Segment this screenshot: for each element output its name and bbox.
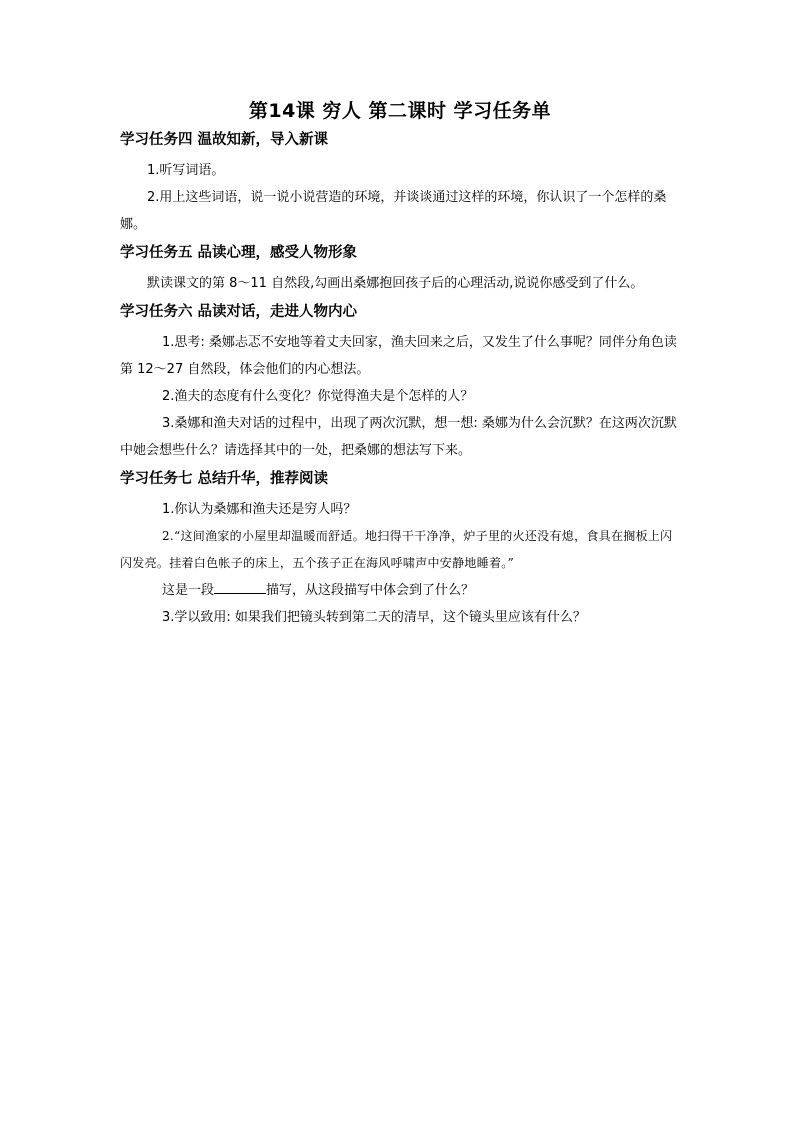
task7-question-3: 3.学以致用: 如果我们把镜头转到第二天的清早，这个镜头里应该有什么？ [162,610,586,625]
task7-question-1: 1.你认为桑娜和渔夫还是穷人吗？ [162,502,357,517]
fill-in-blank[interactable] [214,579,266,594]
task5-heading: 学习任务五 品读心理，感受人物形象 [120,245,358,261]
fill-blank-suffix: 描写，从这段描写中体会到了什么？ [266,583,475,598]
task6-question-2: 2.渔夫的态度有什么变化？你觉得渔夫是个怎样的人？ [162,389,474,404]
task6-question-3: 3.桑娜和渔夫对话的过程中，出现了两次沉默，想一想: 桑娜为什么会沉默？在这两次沉默中她会想些什么？请选择其中的一处，把桑娜的想法写下来。 [120,416,677,458]
task7-quote-passage: 2.“这间渔家的小屋里却温暖而舒适。地扫得干干净净，炉子里的火还没有熄，食具在搁板上闪闪发亮。挂着白色帐子的床上，五个孩子正在海风呼啸声中安静地睡着。” [120,529,673,570]
task6-question-1: 1.思考: 桑娜忐忑不安地等着丈夫回家，渔夫回来之后，又发生了什么事呢？同伴分角色读第 12～27 自然段，体会他们的内心想法。 [120,335,677,377]
task4-question-1: 1.听写词语。 [147,163,225,178]
task4-question-2: 2.用上这些词语，说一说小说营造的环境，并谈谈通过这样的环境，你认识了一个怎样的桑娜。 [120,190,667,232]
page-title: 第14课 穷人 第二课时 学习任务单 [248,100,552,122]
fill-blank-prefix: 这是一段 [162,583,215,598]
task4-heading: 学习任务四 温故知新，导入新课 [120,132,329,148]
task5-instruction: 默读课文的第 8～11 自然段,勾画出桑娜抱回孩子后的心理活动,说说你感受到了什么。 [147,276,644,291]
worksheet-page [120,96,680,631]
task7-heading: 学习任务七 总结升华，推荐阅读 [120,471,329,487]
task7-fill-blank-line [120,577,680,604]
task6-heading: 学习任务六 品读对话，走进人物内心 [120,304,358,320]
